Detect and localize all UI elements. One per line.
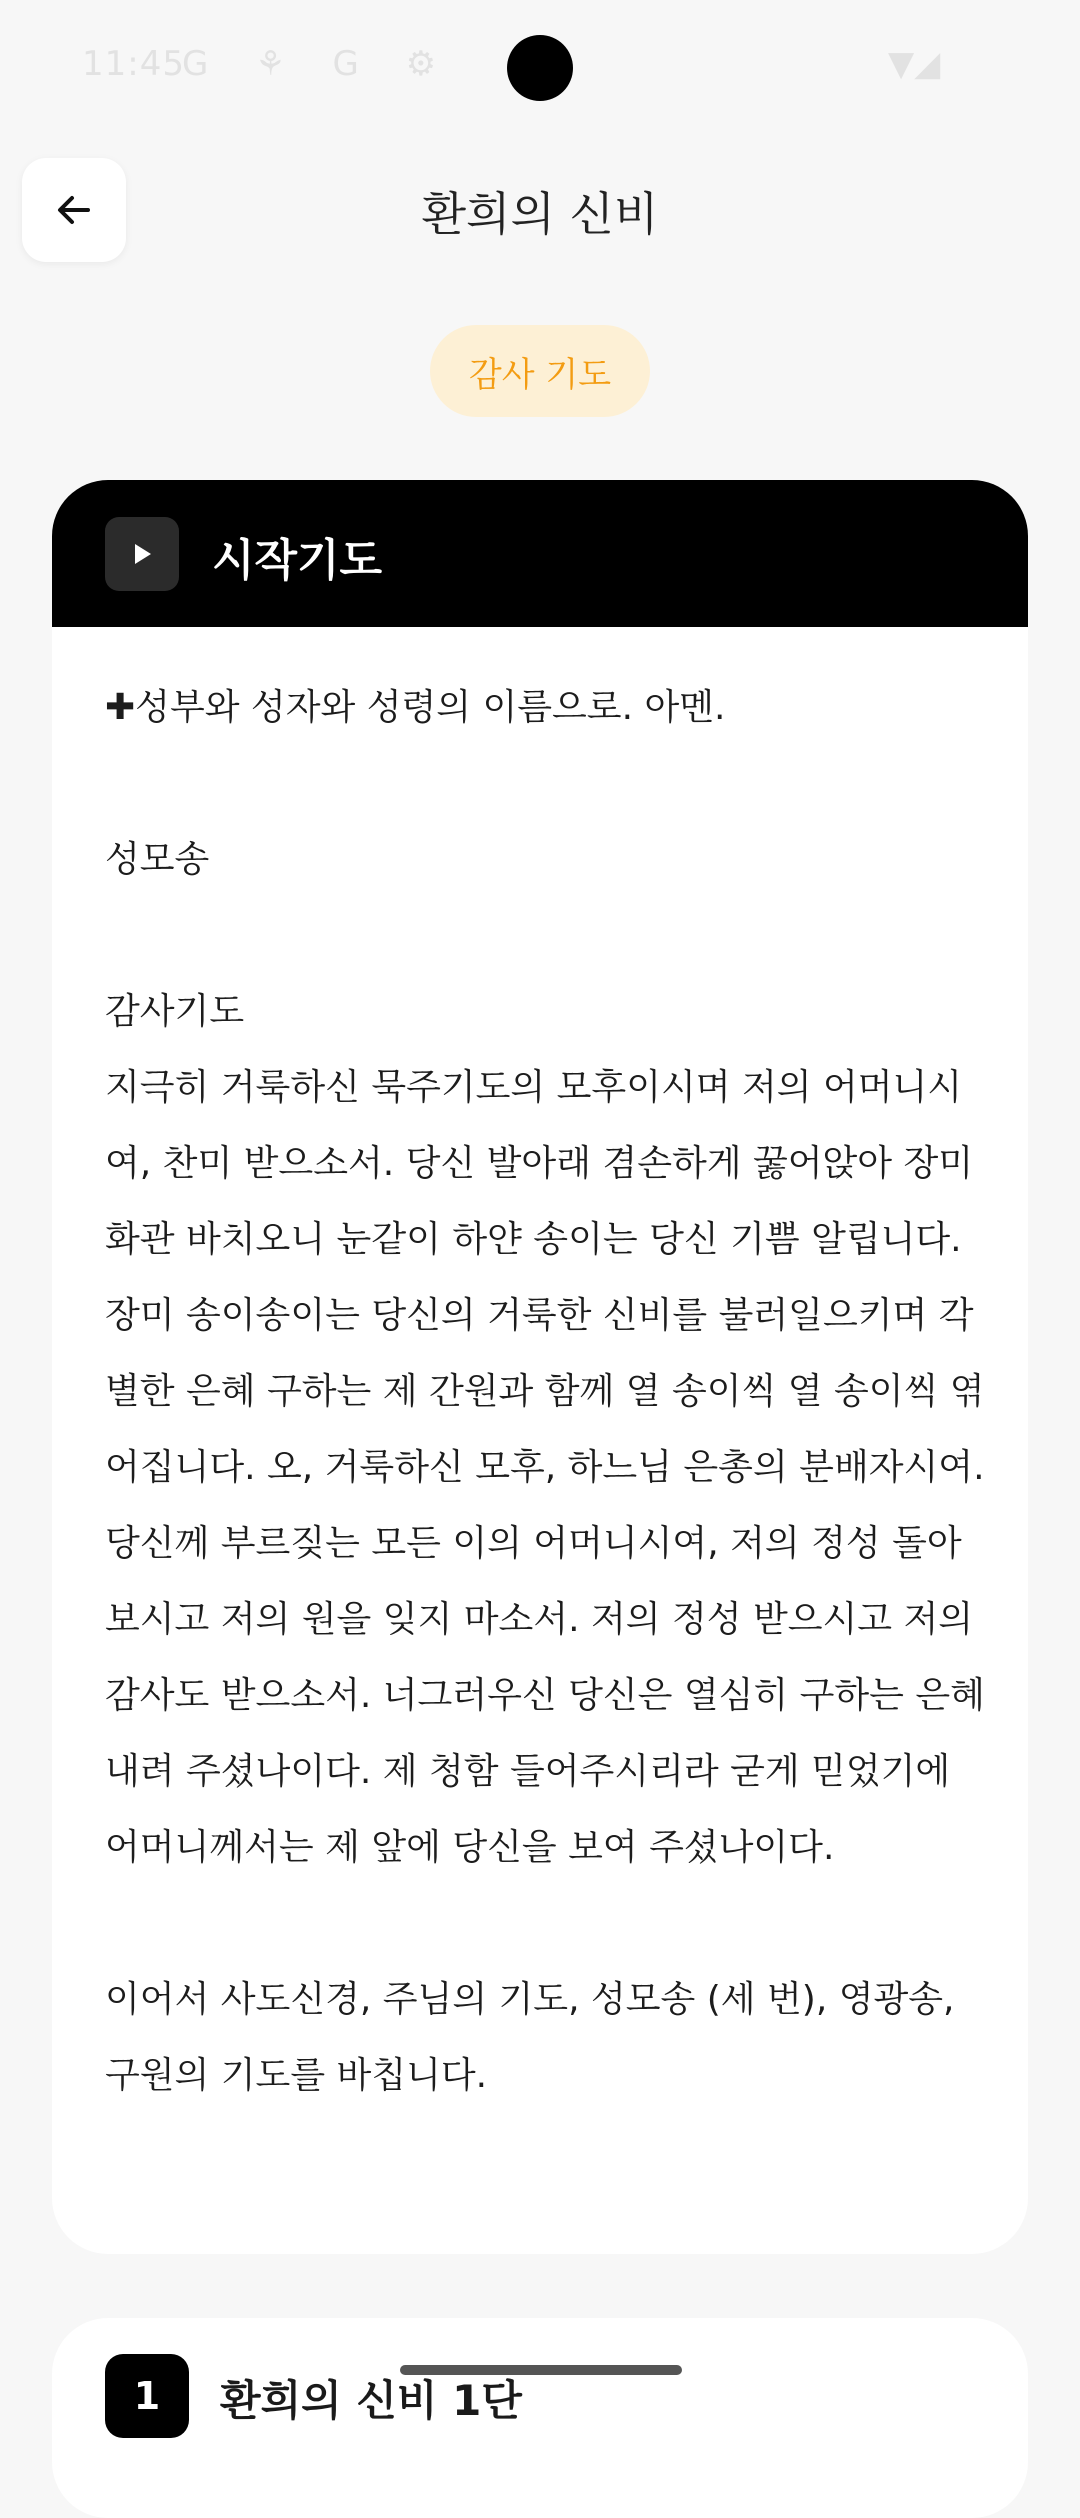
status-bar bbox=[0, 0, 1080, 140]
prayer-card-title: 시작기도 bbox=[212, 535, 383, 586]
notification-icons: G ⚘ G ⚙ bbox=[182, 44, 455, 84]
decade-number-badge: 1 bbox=[105, 2354, 189, 2438]
closing-instruction-text: 이어서 사도신경, 주님의 기도, 성모송 (세 번), 영광송, 구원의 기도를 바칩니다. bbox=[105, 1979, 966, 2096]
prayer-card-header bbox=[52, 480, 1028, 627]
decade-card[interactable] bbox=[52, 2318, 1028, 2518]
sign-of-cross-text: ✚성부와 성자와 성령의 이름으로. 아멘. bbox=[105, 687, 726, 728]
play-icon bbox=[129, 541, 155, 567]
decade-card-title: 환희의 신비 1단 bbox=[220, 2376, 522, 2425]
page-title: 환희의 신비 bbox=[421, 187, 659, 241]
camera-cutout bbox=[507, 35, 573, 101]
hail-mary-text: 성모송 bbox=[105, 839, 210, 880]
play-button[interactable] bbox=[105, 517, 179, 591]
category-chip[interactable]: 감사 기도 bbox=[430, 325, 650, 417]
prayer-card bbox=[52, 480, 1028, 2254]
status-time: 11:45 bbox=[82, 44, 185, 84]
prayer-text bbox=[105, 670, 985, 2114]
thanksgiving-prayer-text: 감사기도 지극히 거룩하신 묵주기도의 모후이시며 저의 어머니시여, 찬미 받으소서. 당신 발아래 겸손하게 꿇어앉아 장미화관 바치오니 눈같이 하얀 송이는 당신 기쁨 알립니다. 장미 송이송이는 당신의 거룩한 신비를 불러일으키며 각별한 은혜 구하는 제 간원과 함께 열 송이씩 열 송이씩 엮어집니다. 오, 거룩하신 모후, 하느님 은총의 분배자시여. 당신께 부르짖는 모든 이의 어머니시여, 저의 정성 돌아보시고 저의 원을 잊지 마소서. 저의 정성 받으시고 저의 감사도 받으소서. 너그러우신 당신은 열심히 구하는 은혜 내려 주셨나이다. 제 청함 들어주시리라 굳게 믿었기에 어머니께서는 제 앞에 당신을 보여 주셨나이다. bbox=[105, 991, 985, 1868]
signal-icons: ▼◢ bbox=[888, 44, 941, 84]
home-indicator[interactable] bbox=[400, 2365, 682, 2375]
